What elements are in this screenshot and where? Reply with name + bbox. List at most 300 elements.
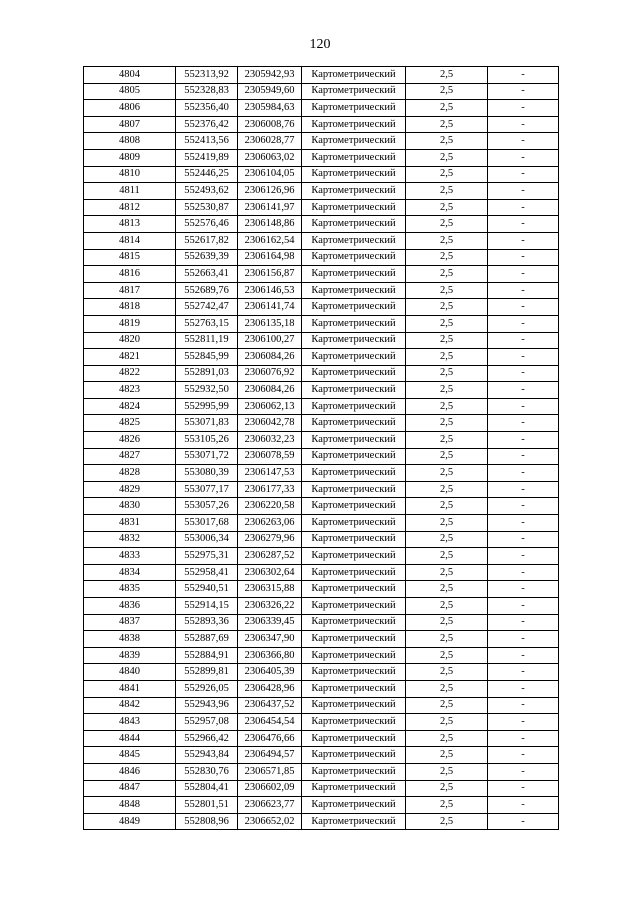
- method-cell: Картометрический: [302, 100, 406, 117]
- method-cell: Картометрический: [302, 332, 406, 349]
- point-number-cell: 4847: [84, 780, 176, 797]
- y-coordinate-cell: 2306652,02: [238, 813, 302, 830]
- table-row: [84, 747, 559, 764]
- method-cell: Картометрический: [302, 780, 406, 797]
- table-row: [84, 581, 559, 598]
- description-cell: -: [488, 299, 559, 316]
- table-row: [84, 564, 559, 581]
- x-coordinate-cell: 553105,26: [176, 432, 238, 449]
- y-coordinate-cell: 2306100,27: [238, 332, 302, 349]
- point-number-cell: 4811: [84, 183, 176, 200]
- method-cell: Картометрический: [302, 763, 406, 780]
- table-row: [84, 465, 559, 482]
- table-row: [84, 680, 559, 697]
- description-cell: -: [488, 531, 559, 548]
- y-coordinate-cell: 2306279,96: [238, 531, 302, 548]
- method-cell: Картометрический: [302, 349, 406, 366]
- accuracy-cell: 2,5: [406, 149, 488, 166]
- point-number-cell: 4814: [84, 232, 176, 249]
- description-cell: -: [488, 465, 559, 482]
- method-cell: Картометрический: [302, 83, 406, 100]
- point-number-cell: 4837: [84, 614, 176, 631]
- method-cell: Картометрический: [302, 266, 406, 283]
- point-number-cell: 4813: [84, 216, 176, 233]
- point-number-cell: 4838: [84, 631, 176, 648]
- point-number-cell: 4834: [84, 564, 176, 581]
- description-cell: -: [488, 631, 559, 648]
- point-number-cell: 4833: [84, 548, 176, 565]
- point-number-cell: 4831: [84, 515, 176, 532]
- table-row: [84, 100, 559, 117]
- method-cell: Картометрический: [302, 564, 406, 581]
- y-coordinate-cell: 2306623,77: [238, 797, 302, 814]
- description-cell: -: [488, 614, 559, 631]
- method-cell: Картометрический: [302, 697, 406, 714]
- point-number-cell: 4835: [84, 581, 176, 598]
- y-coordinate-cell: 2306263,06: [238, 515, 302, 532]
- y-coordinate-cell: 2306347,90: [238, 631, 302, 648]
- method-cell: Картометрический: [302, 183, 406, 200]
- method-cell: Картометрический: [302, 797, 406, 814]
- x-coordinate-cell: 552943,84: [176, 747, 238, 764]
- x-coordinate-cell: 552975,31: [176, 548, 238, 565]
- x-coordinate-cell: 552914,15: [176, 598, 238, 615]
- table-row: [84, 149, 559, 166]
- point-number-cell: 4846: [84, 763, 176, 780]
- y-coordinate-cell: 2306405,39: [238, 664, 302, 681]
- description-cell: -: [488, 697, 559, 714]
- accuracy-cell: 2,5: [406, 365, 488, 382]
- accuracy-cell: 2,5: [406, 714, 488, 731]
- x-coordinate-cell: 552808,96: [176, 813, 238, 830]
- x-coordinate-cell: 552893,36: [176, 614, 238, 631]
- method-cell: Картометрический: [302, 299, 406, 316]
- description-cell: -: [488, 382, 559, 399]
- description-cell: -: [488, 365, 559, 382]
- accuracy-cell: 2,5: [406, 548, 488, 565]
- y-coordinate-cell: 2306156,87: [238, 266, 302, 283]
- point-number-cell: 4826: [84, 432, 176, 449]
- table-row: [84, 515, 559, 532]
- x-coordinate-cell: 552811,19: [176, 332, 238, 349]
- method-cell: Картометрический: [302, 166, 406, 183]
- x-coordinate-cell: 552413,56: [176, 133, 238, 150]
- table-row: [84, 432, 559, 449]
- accuracy-cell: 2,5: [406, 813, 488, 830]
- table-row: [84, 664, 559, 681]
- point-number-cell: 4804: [84, 67, 176, 84]
- y-coordinate-cell: 2306141,74: [238, 299, 302, 316]
- accuracy-cell: 2,5: [406, 515, 488, 532]
- x-coordinate-cell: 552891,03: [176, 365, 238, 382]
- description-cell: -: [488, 498, 559, 515]
- table-row: [84, 714, 559, 731]
- table-row: [84, 481, 559, 498]
- description-cell: -: [488, 415, 559, 432]
- y-coordinate-cell: 2306494,57: [238, 747, 302, 764]
- method-cell: Картометрический: [302, 647, 406, 664]
- y-coordinate-cell: 2306084,26: [238, 349, 302, 366]
- y-coordinate-cell: 2306326,22: [238, 598, 302, 615]
- method-cell: Картометрический: [302, 730, 406, 747]
- point-number-cell: 4844: [84, 730, 176, 747]
- accuracy-cell: 2,5: [406, 747, 488, 764]
- table-row: [84, 697, 559, 714]
- y-coordinate-cell: 2306084,26: [238, 382, 302, 399]
- accuracy-cell: 2,5: [406, 730, 488, 747]
- x-coordinate-cell: 552742,47: [176, 299, 238, 316]
- description-cell: -: [488, 398, 559, 415]
- accuracy-cell: 2,5: [406, 498, 488, 515]
- point-number-cell: 4828: [84, 465, 176, 482]
- x-coordinate-cell: 552845,99: [176, 349, 238, 366]
- x-coordinate-cell: 552830,76: [176, 763, 238, 780]
- accuracy-cell: 2,5: [406, 647, 488, 664]
- y-coordinate-cell: 2306146,53: [238, 282, 302, 299]
- y-coordinate-cell: 2306437,52: [238, 697, 302, 714]
- accuracy-cell: 2,5: [406, 315, 488, 332]
- accuracy-cell: 2,5: [406, 83, 488, 100]
- accuracy-cell: 2,5: [406, 299, 488, 316]
- x-coordinate-cell: 552493,62: [176, 183, 238, 200]
- description-cell: -: [488, 714, 559, 731]
- x-coordinate-cell: 552958,41: [176, 564, 238, 581]
- method-cell: Картометрический: [302, 664, 406, 681]
- y-coordinate-cell: 2305984,63: [238, 100, 302, 117]
- description-cell: -: [488, 564, 559, 581]
- point-number-cell: 4820: [84, 332, 176, 349]
- y-coordinate-cell: 2306148,86: [238, 216, 302, 233]
- accuracy-cell: 2,5: [406, 780, 488, 797]
- table-row: [84, 67, 559, 84]
- table-row: [84, 598, 559, 615]
- description-cell: -: [488, 116, 559, 133]
- table-row: [84, 349, 559, 366]
- x-coordinate-cell: 552328,83: [176, 83, 238, 100]
- accuracy-cell: 2,5: [406, 199, 488, 216]
- y-coordinate-cell: 2306454,54: [238, 714, 302, 731]
- accuracy-cell: 2,5: [406, 100, 488, 117]
- description-cell: -: [488, 797, 559, 814]
- x-coordinate-cell: 552926,05: [176, 680, 238, 697]
- description-cell: -: [488, 730, 559, 747]
- table-row: [84, 249, 559, 266]
- description-cell: -: [488, 548, 559, 565]
- point-number-cell: 4805: [84, 83, 176, 100]
- method-cell: Картометрический: [302, 415, 406, 432]
- x-coordinate-cell: 552887,69: [176, 631, 238, 648]
- x-coordinate-cell: 553071,83: [176, 415, 238, 432]
- method-cell: Картометрический: [302, 432, 406, 449]
- y-coordinate-cell: 2306220,58: [238, 498, 302, 515]
- point-number-cell: 4808: [84, 133, 176, 150]
- point-number-cell: 4823: [84, 382, 176, 399]
- description-cell: -: [488, 166, 559, 183]
- accuracy-cell: 2,5: [406, 797, 488, 814]
- table-row: [84, 266, 559, 283]
- y-coordinate-cell: 2306602,09: [238, 780, 302, 797]
- x-coordinate-cell: 552376,42: [176, 116, 238, 133]
- point-number-cell: 4810: [84, 166, 176, 183]
- method-cell: Картометрический: [302, 515, 406, 532]
- y-coordinate-cell: 2306126,96: [238, 183, 302, 200]
- method-cell: Картометрический: [302, 315, 406, 332]
- description-cell: -: [488, 232, 559, 249]
- table-row: [84, 332, 559, 349]
- y-coordinate-cell: 2306063,02: [238, 149, 302, 166]
- method-cell: Картометрический: [302, 365, 406, 382]
- table-row: [84, 382, 559, 399]
- table-row: [84, 315, 559, 332]
- description-cell: -: [488, 183, 559, 200]
- y-coordinate-cell: 2306076,92: [238, 365, 302, 382]
- x-coordinate-cell: 552356,40: [176, 100, 238, 117]
- point-number-cell: 4849: [84, 813, 176, 830]
- x-coordinate-cell: 553080,39: [176, 465, 238, 482]
- point-number-cell: 4812: [84, 199, 176, 216]
- accuracy-cell: 2,5: [406, 249, 488, 266]
- accuracy-cell: 2,5: [406, 398, 488, 415]
- accuracy-cell: 2,5: [406, 631, 488, 648]
- description-cell: -: [488, 481, 559, 498]
- table-row: [84, 813, 559, 830]
- point-number-cell: 4832: [84, 531, 176, 548]
- x-coordinate-cell: 553017,68: [176, 515, 238, 532]
- point-number-cell: 4841: [84, 680, 176, 697]
- x-coordinate-cell: 552966,42: [176, 730, 238, 747]
- description-cell: -: [488, 199, 559, 216]
- x-coordinate-cell: 552943,96: [176, 697, 238, 714]
- method-cell: Картометрический: [302, 216, 406, 233]
- method-cell: Картометрический: [302, 531, 406, 548]
- accuracy-cell: 2,5: [406, 349, 488, 366]
- y-coordinate-cell: 2306104,05: [238, 166, 302, 183]
- method-cell: Картометрический: [302, 714, 406, 731]
- x-coordinate-cell: 553071,72: [176, 448, 238, 465]
- table-row: [84, 498, 559, 515]
- y-coordinate-cell: 2306042,78: [238, 415, 302, 432]
- x-coordinate-cell: 552763,15: [176, 315, 238, 332]
- description-cell: -: [488, 149, 559, 166]
- description-cell: -: [488, 813, 559, 830]
- method-cell: Картометрический: [302, 680, 406, 697]
- table-row: [84, 415, 559, 432]
- x-coordinate-cell: 552639,39: [176, 249, 238, 266]
- y-coordinate-cell: 2306147,53: [238, 465, 302, 482]
- x-coordinate-cell: 552899,81: [176, 664, 238, 681]
- table-row: [84, 83, 559, 100]
- y-coordinate-cell: 2306062,13: [238, 398, 302, 415]
- description-cell: -: [488, 100, 559, 117]
- y-coordinate-cell: 2306476,66: [238, 730, 302, 747]
- method-cell: Картометрический: [302, 481, 406, 498]
- x-coordinate-cell: 552689,76: [176, 282, 238, 299]
- point-number-cell: 4825: [84, 415, 176, 432]
- y-coordinate-cell: 2306162,54: [238, 232, 302, 249]
- accuracy-cell: 2,5: [406, 332, 488, 349]
- table-row: [84, 614, 559, 631]
- page-number: 120: [309, 37, 331, 52]
- accuracy-cell: 2,5: [406, 598, 488, 615]
- x-coordinate-cell: 553057,26: [176, 498, 238, 515]
- accuracy-cell: 2,5: [406, 763, 488, 780]
- description-cell: -: [488, 780, 559, 797]
- description-cell: -: [488, 133, 559, 150]
- method-cell: Картометрический: [302, 199, 406, 216]
- point-number-cell: 4827: [84, 448, 176, 465]
- coordinates-table-body: [84, 67, 559, 830]
- y-coordinate-cell: 2306008,76: [238, 116, 302, 133]
- y-coordinate-cell: 2306339,45: [238, 614, 302, 631]
- accuracy-cell: 2,5: [406, 133, 488, 150]
- x-coordinate-cell: 552663,41: [176, 266, 238, 283]
- point-number-cell: 4842: [84, 697, 176, 714]
- y-coordinate-cell: 2306141,97: [238, 199, 302, 216]
- y-coordinate-cell: 2306177,33: [238, 481, 302, 498]
- description-cell: -: [488, 515, 559, 532]
- accuracy-cell: 2,5: [406, 531, 488, 548]
- description-cell: -: [488, 448, 559, 465]
- accuracy-cell: 2,5: [406, 481, 488, 498]
- y-coordinate-cell: 2306032,23: [238, 432, 302, 449]
- x-coordinate-cell: 552804,41: [176, 780, 238, 797]
- description-cell: -: [488, 763, 559, 780]
- method-cell: Картометрический: [302, 813, 406, 830]
- point-number-cell: 4809: [84, 149, 176, 166]
- method-cell: Картометрический: [302, 598, 406, 615]
- x-coordinate-cell: 553077,17: [176, 481, 238, 498]
- table-row: [84, 166, 559, 183]
- table-row: [84, 548, 559, 565]
- method-cell: Картометрический: [302, 382, 406, 399]
- accuracy-cell: 2,5: [406, 282, 488, 299]
- accuracy-cell: 2,5: [406, 680, 488, 697]
- y-coordinate-cell: 2306287,52: [238, 548, 302, 565]
- point-number-cell: 4821: [84, 349, 176, 366]
- y-coordinate-cell: 2306135,18: [238, 315, 302, 332]
- method-cell: Картометрический: [302, 614, 406, 631]
- accuracy-cell: 2,5: [406, 67, 488, 84]
- description-cell: -: [488, 349, 559, 366]
- point-number-cell: 4807: [84, 116, 176, 133]
- point-number-cell: 4815: [84, 249, 176, 266]
- method-cell: Картометрический: [302, 581, 406, 598]
- point-number-cell: 4817: [84, 282, 176, 299]
- accuracy-cell: 2,5: [406, 382, 488, 399]
- table-row: [84, 398, 559, 415]
- x-coordinate-cell: 552957,08: [176, 714, 238, 731]
- x-coordinate-cell: 552530,87: [176, 199, 238, 216]
- y-coordinate-cell: 2306028,77: [238, 133, 302, 150]
- table-row: [84, 780, 559, 797]
- method-cell: Картометрический: [302, 631, 406, 648]
- x-coordinate-cell: 552446,25: [176, 166, 238, 183]
- table-row: [84, 763, 559, 780]
- x-coordinate-cell: 552419,89: [176, 149, 238, 166]
- point-number-cell: 4822: [84, 365, 176, 382]
- method-cell: Картометрический: [302, 232, 406, 249]
- table-row: [84, 365, 559, 382]
- x-coordinate-cell: 552932,50: [176, 382, 238, 399]
- method-cell: Картометрический: [302, 548, 406, 565]
- point-number-cell: 4816: [84, 266, 176, 283]
- table-row: [84, 216, 559, 233]
- description-cell: -: [488, 67, 559, 84]
- description-cell: -: [488, 647, 559, 664]
- method-cell: Картометрический: [302, 398, 406, 415]
- description-cell: -: [488, 432, 559, 449]
- x-coordinate-cell: 552884,91: [176, 647, 238, 664]
- y-coordinate-cell: 2306428,96: [238, 680, 302, 697]
- y-coordinate-cell: 2306315,88: [238, 581, 302, 598]
- point-number-cell: 4818: [84, 299, 176, 316]
- table-row: [84, 199, 559, 216]
- description-cell: -: [488, 282, 559, 299]
- accuracy-cell: 2,5: [406, 697, 488, 714]
- x-coordinate-cell: 552576,46: [176, 216, 238, 233]
- table-row: [84, 531, 559, 548]
- table-row: [84, 631, 559, 648]
- table-row: [84, 448, 559, 465]
- y-coordinate-cell: 2306571,85: [238, 763, 302, 780]
- accuracy-cell: 2,5: [406, 183, 488, 200]
- method-cell: Картометрический: [302, 448, 406, 465]
- accuracy-cell: 2,5: [406, 415, 488, 432]
- table-row: [84, 116, 559, 133]
- description-cell: -: [488, 581, 559, 598]
- point-number-cell: 4830: [84, 498, 176, 515]
- point-number-cell: 4848: [84, 797, 176, 814]
- method-cell: Картометрический: [302, 498, 406, 515]
- accuracy-cell: 2,5: [406, 266, 488, 283]
- x-coordinate-cell: 552617,82: [176, 232, 238, 249]
- coordinates-table: [83, 66, 559, 830]
- point-number-cell: 4824: [84, 398, 176, 415]
- x-coordinate-cell: 552995,99: [176, 398, 238, 415]
- description-cell: -: [488, 332, 559, 349]
- point-number-cell: 4843: [84, 714, 176, 731]
- x-coordinate-cell: 552801,51: [176, 797, 238, 814]
- accuracy-cell: 2,5: [406, 664, 488, 681]
- point-number-cell: 4840: [84, 664, 176, 681]
- x-coordinate-cell: 553006,34: [176, 531, 238, 548]
- table-row: [84, 299, 559, 316]
- method-cell: Картометрический: [302, 133, 406, 150]
- point-number-cell: 4829: [84, 481, 176, 498]
- point-number-cell: 4819: [84, 315, 176, 332]
- x-coordinate-cell: 552313,92: [176, 67, 238, 84]
- accuracy-cell: 2,5: [406, 465, 488, 482]
- y-coordinate-cell: 2306302,64: [238, 564, 302, 581]
- point-number-cell: 4806: [84, 100, 176, 117]
- accuracy-cell: 2,5: [406, 232, 488, 249]
- point-number-cell: 4836: [84, 598, 176, 615]
- method-cell: Картометрический: [302, 249, 406, 266]
- table-row: [84, 730, 559, 747]
- y-coordinate-cell: 2305949,60: [238, 83, 302, 100]
- accuracy-cell: 2,5: [406, 216, 488, 233]
- method-cell: Картометрический: [302, 149, 406, 166]
- description-cell: -: [488, 266, 559, 283]
- description-cell: -: [488, 216, 559, 233]
- accuracy-cell: 2,5: [406, 166, 488, 183]
- accuracy-cell: 2,5: [406, 581, 488, 598]
- table-row: [84, 647, 559, 664]
- accuracy-cell: 2,5: [406, 432, 488, 449]
- table-row: [84, 183, 559, 200]
- point-number-cell: 4845: [84, 747, 176, 764]
- y-coordinate-cell: 2306078,59: [238, 448, 302, 465]
